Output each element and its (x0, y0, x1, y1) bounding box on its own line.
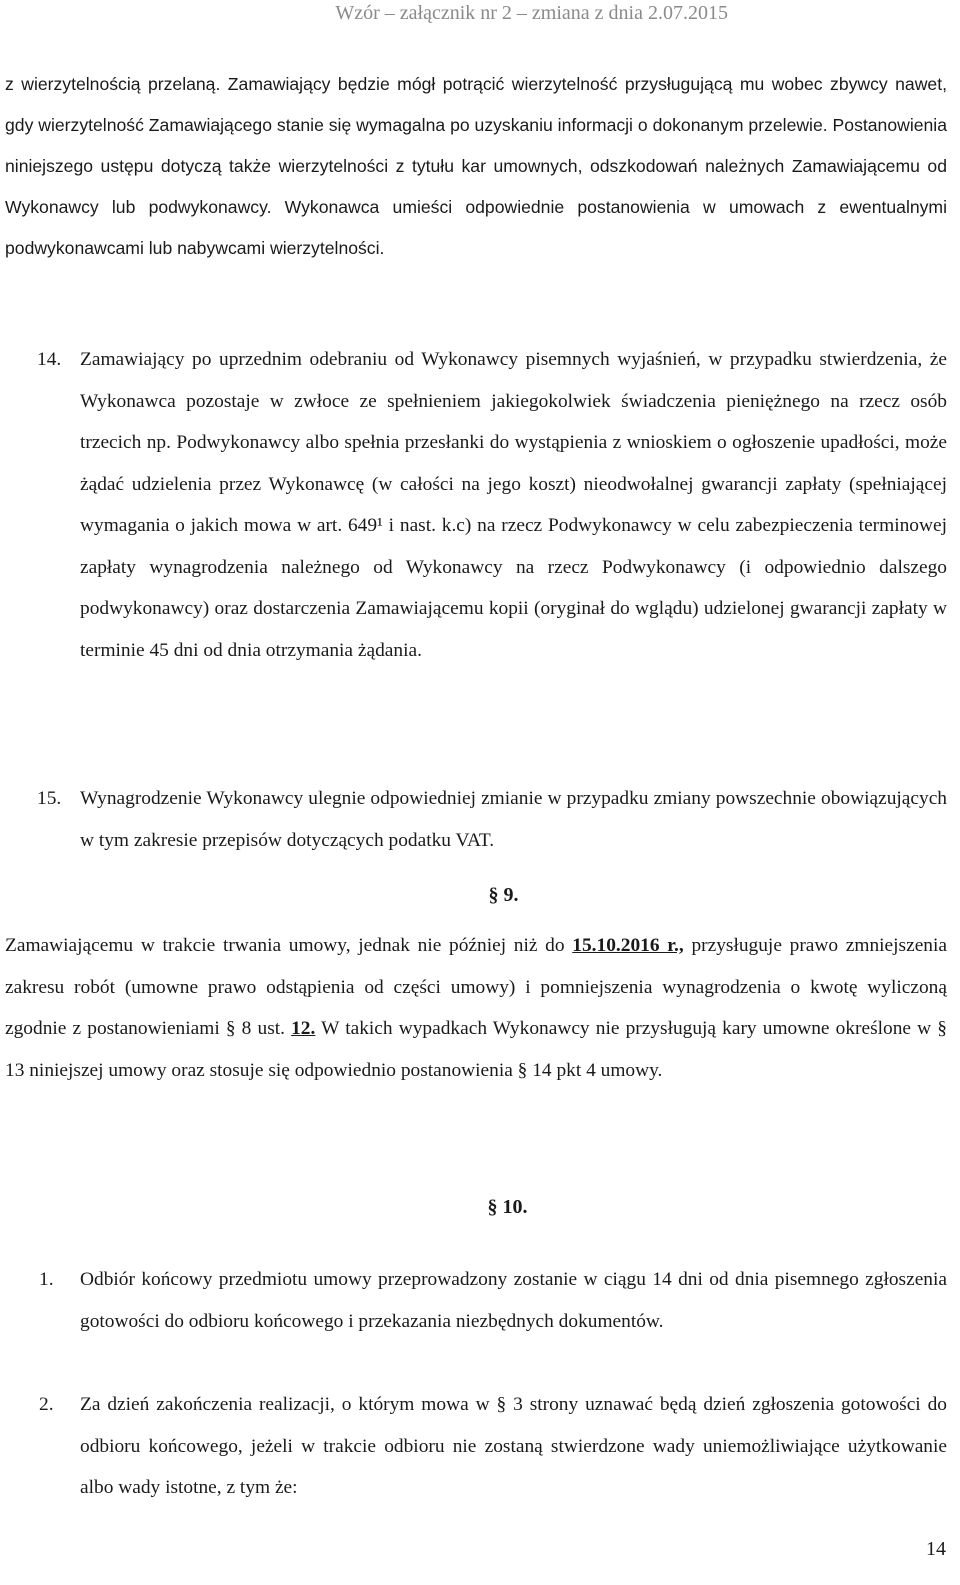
list-item-number: 2. (39, 1394, 54, 1415)
list-item-text: Zamawiający po uprzednim odebraniu od Wykonawcy pisemnych wyjaśnień, w przypadku stwierdzenia, że Wykonawca pozostaje w zwłoce ze spełnieniem jakiegokolwiek świadczenia pieniężnego na rzecz osób trzecich np. Podwykonawcy albo spełnia przesłanki do wystąpienia z wnioskiem o ogłoszenie upadłości, może żądać udzielenia przez Wykonawcę (w całości na jego koszt) nieodwołalnej gwarancji zapłaty (spełniającej wymagania o jakich mowa w art. 649¹ i nast. k.c) na rzecz Podwykonawcy w celu zabezpieczenia terminowej zapłaty wynagrodzenia należnego od Wykonawcy na rzecz Podwykonawcy (i odpowiednio dalszego podwykonawcy) oraz dostarczenia Zamawiającemu kopii (oryginał do wglądu) udzielonej gwarancji zapłaty w terminie 45 dni od dnia otrzymania żądania. (80, 349, 947, 661)
section-9-text-middle: przysługuje prawo zmniejszenia zakresu robót (umowne prawo odstąpienia od części umowy) i pomniejszenia wynagrodzenia o kwotę wyliczoną zgodnie z postanowieniami § 8 ust. (5, 935, 947, 1039)
page-number: 14 (926, 1538, 946, 1560)
section-9-text-end: W takich wypadkach Wykonawcy nie przysługują kary umowne określone w § 13 niniejszej umowy oraz stosuje się odpowiednio postanowienia § 14 pkt 4 umowy. (5, 1018, 947, 1081)
list-item-15 (5, 778, 947, 861)
list-item-text: Odbiór końcowy przedmiotu umowy przeprowadzony zostanie w ciągu 14 dni od dnia pisemnego zgłoszenia gotowości do odbioru końcowego i przekazania niezbędnych dokumentów. (80, 1269, 947, 1332)
section-9-heading: § 9. (488, 884, 519, 906)
deadline-date: 15.10.2016 r., (572, 935, 684, 956)
list-item-number: 1. (39, 1269, 54, 1290)
page-header: Wzór – załącznik nr 2 – zmiana z dnia 2.07.2015 (335, 2, 728, 24)
paragraph-reference: 12. (291, 1018, 316, 1039)
section-9-paragraph (5, 925, 947, 1091)
list-item-text: Wynagrodzenie Wykonawcy ulegnie odpowiedniej zmianie w przypadku zmiany powszechnie obowiązujących w tym zakresie przepisów dotyczących podatku VAT. (80, 788, 947, 851)
list-item-number: 14. (37, 349, 62, 370)
section-10-heading: § 10. (487, 1196, 528, 1218)
section-10-item-1 (5, 1259, 947, 1342)
list-item-text: Za dzień zakończenia realizacji, o którym mowa w § 3 strony uznawać będą dzień zgłoszenia gotowości do odbioru końcowego, jeżeli w trakcie odbioru nie zostaną stwierdzone wady uniemożliwiające użytkowanie albo wady istotne, z tym że: (80, 1394, 947, 1498)
section-10-item-2 (5, 1384, 947, 1509)
list-item-number: 15. (37, 788, 62, 809)
list-item-14 (5, 339, 947, 671)
intro-paragraph: z wierzytelnością przelaną. Zamawiający będzie mógł potrącić wierzytelność przysługującą mu wobec zbywcy nawet, gdy wierzytelność Zamawiającego stanie się wymagalna po uzyskaniu informacji o dokonanym przelewie. Postanowienia niniejszego ustępu dotyczą także wierzytelności z tytułu kar umownych, odszkodowań należnych Zamawiającemu od Wykonawcy lub podwykonawcy. Wykonawca umieści odpowiednie postanowienia w umowach z ewentualnymi podwykonawcami lub nabywcami wierzytelności. (5, 74, 947, 258)
section-9-text-start: Zamawiającemu w trakcie trwania umowy, jednak nie później niż do (5, 935, 573, 956)
